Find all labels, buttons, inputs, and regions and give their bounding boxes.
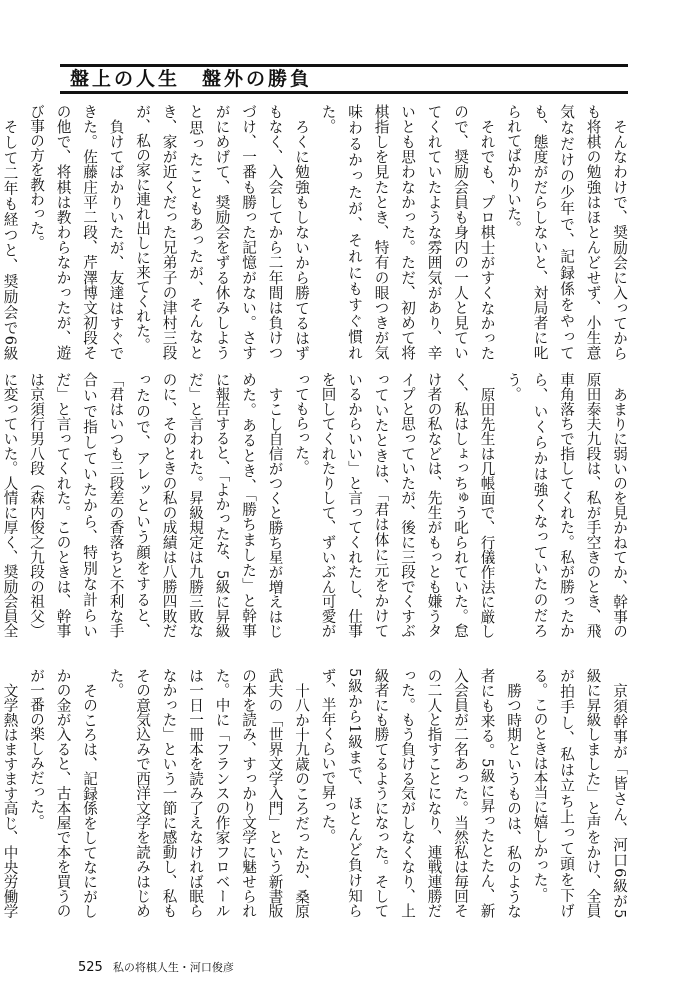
text-tier-middle — [1, 372, 632, 638]
vertical-text-block — [1, 372, 632, 638]
page-footer — [64, 941, 234, 975]
paragraph: それでも、プロ棋士がすくなかったので、奨励会員も身内の一人と見ていてくれていたような雰囲気があり、辛いとも思わなかった。ただ、初めて将棋指しを見たとき、特有の眼つきが気味わるかったが、それにもすぐ慣れた。 — [319, 104, 496, 360]
footer-caption: 私の将棋人生・河口俊彦 — [112, 961, 234, 974]
paragraph: 文学熱はますます高じ、中央労働学 — [1, 682, 19, 918]
vertical-text-block — [1, 668, 632, 918]
paragraph: あまりに弱いのを見かねてか、幹事の原田泰夫九段は、私が手空きのとき、飛車角落ちで指してくれた。私が勝ったから、いくらかは強くなっていたのだろう。 — [505, 372, 628, 638]
paragraph: 京須幹事が「皆さん、河口6級が5級に昇級しました」と声をかけ、全員が拍手し、私は立ち上って頭を下げる。このときは本当に嬉しかった。 — [531, 668, 628, 918]
chapter-title: 盤上の人生 盤外の勝負 — [70, 68, 313, 90]
paragraph: 十八か十九歳のころだったか、桑原武夫の「世界文学入門」という新書版の本を読み、すっかり文学に魅せられた。中に「フランスの作家フロベールは一日一冊本を読み了えなければ眠らなかった」という一節に感動し、私もその意気込みで西洋文学を読みはじめた。 — [107, 668, 310, 918]
text-tier-bottom — [1, 668, 632, 918]
page-number: 525 — [78, 960, 103, 975]
vertical-text-block — [1, 104, 632, 360]
text-tier-top — [1, 104, 632, 360]
paragraph: そのころは、記録係をしてなにがしかの金が入ると、古本屋で本を買うのが一番の楽しみだった。 — [28, 668, 98, 918]
paragraph: 勝つ時期というものは、私のような者にも来る。5級に昇ったとたん、新入会員が二名あった。当然私は毎回その二人と指すことになり、連戦連勝だった。もう負ける気がしなくなり、上級者にも勝てるようになった。そして5級から1級まで、ほとんど負け知らず、半年くらいで昇った。 — [319, 668, 522, 918]
paragraph: そして二年も経つと、奨励会で6級 — [1, 118, 19, 360]
paragraph: 原田先生は几帳面で、行儀作法に厳しく、私はしょっちゅう叱られていた。怠け者の私などは、先生がもっとも嫌うタイプと思っていたが、後に三段でくすぶっていたときは、「君は体に元をかけているからいい」と言ってくれたし、仕事を回してくれたりして、ずいぶん可愛がってもらった。 — [293, 372, 496, 638]
paragraph: 負けてばかりいたが、友達はすぐできた。佐藤庄平二段、芹澤博文初段その他で、将棋は教わらなかったが、遊び事の方を教わった。 — [28, 104, 125, 360]
paragraph: そんなわけで、奨励会に入ってからも将棋の勉強はほとんどせず、小生意気なだけの少年で、記録係をやっても、態度がだらしないと、対局者に叱られてばかりいた。 — [505, 104, 628, 360]
chapter-header — [60, 64, 628, 94]
paragraph: すこし自信がつくと勝ち星が増えはじめた。あるとき、「勝ちました」と幹事に報告すると、「よかったな、5級に昇級だ」と言われた。昇級規定は九勝三敗なのに、そのときの私の成績は八勝四敗だったので、アレッという顔をすると、「君はいつも三段差の香落ちと不利な手合いで指していたから、特別な計らいだ」と言ってくれた。このときは、幹事は京須行男八段（森内俊之九段の祖父）に変っていた。人情に厚く、奨励会員全 — [1, 372, 284, 638]
paragraph: ろくに勉強もしないから勝てるはずもなく、入会してから二年間は負けつづけ、一番も勝った記憶がない。さすがにめげて、奨励会をずる休みしようと思ったこともあったが、そんなとき、家が近くだった兄弟子の津村三段が、私の家に連れ出しに来てくれた。 — [134, 104, 310, 360]
